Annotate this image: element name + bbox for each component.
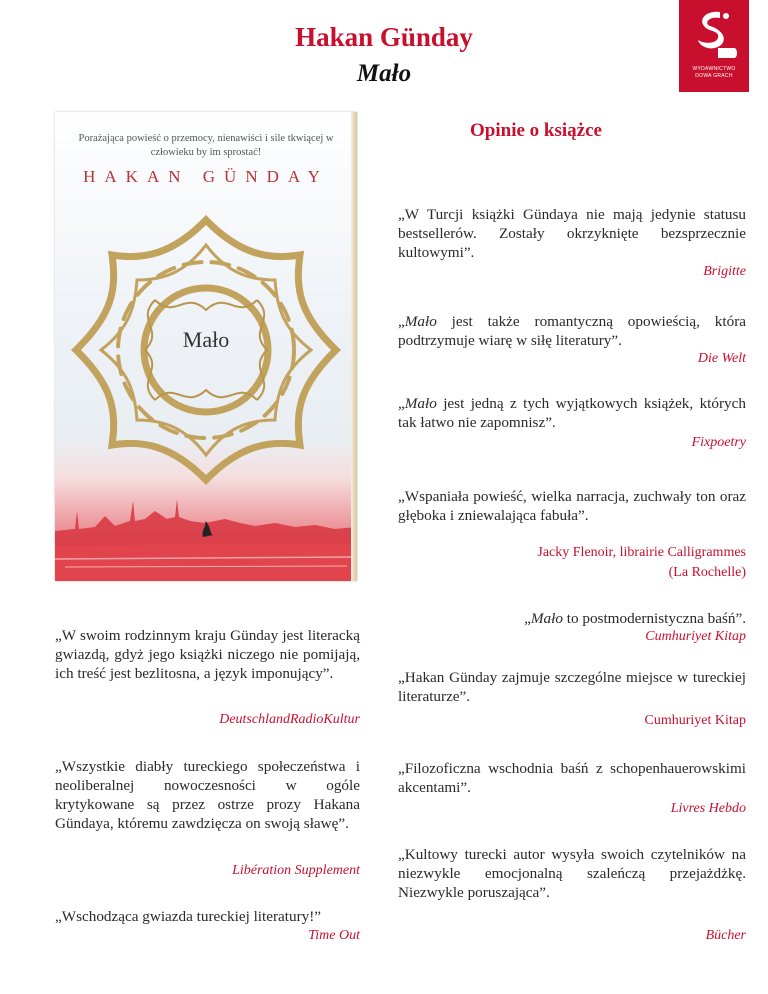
cover-spine-edge [351,112,357,581]
cover-tagline: Porażająca powieść o przemocy, nienawiści i sile tkwiącej w człowieku by im sprostać! [78,133,334,158]
review-source: Cumhuriyet Kitap [644,713,746,728]
review-source-location: (La Rochelle) [668,565,746,580]
review-quote-book-title: Mało [404,395,437,412]
book-cover [55,112,357,581]
review-quote-book-title: Mało [530,610,563,627]
review-source: Bücher [705,928,746,943]
review-quote-lead: „ [524,610,531,627]
cover-author: HAKAN GÜNDAY [83,167,329,186]
review-quote [398,609,746,628]
publisher-name-line1: WYDAWNICTWO [692,66,736,72]
review-source: DeutschlandRadioKultur [219,712,360,727]
review-quote-book-title: Mało [404,313,437,330]
review-source: Libération Supplement [232,863,360,878]
publisher-name-line2: DOWA GRACH [695,73,733,79]
cover-title: Mało [182,327,230,352]
review-source: Cumhuriyet Kitap [645,629,746,644]
review-source: Livres Hebdo [670,801,746,816]
review-quote-text: jest jedną z tych wyjątkowych książek, których tak łatwo nie zapomnisz”. [398,395,746,431]
review-quote: „Wszystkie diabły tureckiego społeczeństwa i neoliberalnej nowoczesności w ogóle krytykowane są przez ostrze prozy Hakana Gündaya, któremu zawdzięcza on swoją sławę”. [55,758,360,832]
review-source: Jacky Flenoir, librairie Calligrammes [537,545,746,560]
review-quote: „Wschodząca gwiazda tureckiej literatury!” [55,908,322,925]
review-quote: „Filozoficzna wschodnia baśń z schopenhauerowskimi akcentami”. [398,760,746,796]
review-quote: „W swoim rodzinnym kraju Günday jest literacką gwiazdą, gdyż jego książki niczego nie pomijają, ich treść jest bezlitosna, a język imponujący”. [55,627,360,682]
review-quote-lead: „ [398,313,405,330]
review-quote: „Kultowy turecki autor wysyła swoich czytelników na niezwykle emocjonalną szaleńczą przejażdżkę. Niezwykle poruszająca”. [398,846,746,901]
review-source: Die Welt [697,351,746,366]
book-title-heading: Mało [356,60,412,87]
review-quote-lead: „ [398,395,405,412]
review-quote-text: jest także romantyczną opowieścią, która podtrzymuje wiarę w siłę literatury”. [398,313,746,349]
cover-cityscape-icon [55,471,357,581]
review-quote: „Hakan Günday zajmuje szczególne miejsce w tureckiej literaturze”. [398,669,746,705]
review-quote-text: to postmodernistyczna baśń”. [562,610,746,627]
review-quote [398,394,746,432]
review-quote: „Wspaniała powieść, wielka narracja, zuchwały ton oraz głęboka i zniewalająca fabuła”. [398,488,746,524]
review-quote: „W Turcji książki Gündaya nie mają jedynie statusu bestsellerów. Zostały okrzyknięte bezsprzecznie kultowymi”. [398,206,746,261]
review-source: Fixpoetry [691,435,746,450]
publisher-logo [679,0,749,92]
review-source: Brigitte [703,264,746,279]
review-source: Time Out [308,928,360,943]
review-quote [398,312,746,350]
publisher-emblem-icon [690,8,738,60]
reviews-section-title: Opinie o książce [470,120,602,141]
author-heading: Hakan Günday [295,22,473,52]
